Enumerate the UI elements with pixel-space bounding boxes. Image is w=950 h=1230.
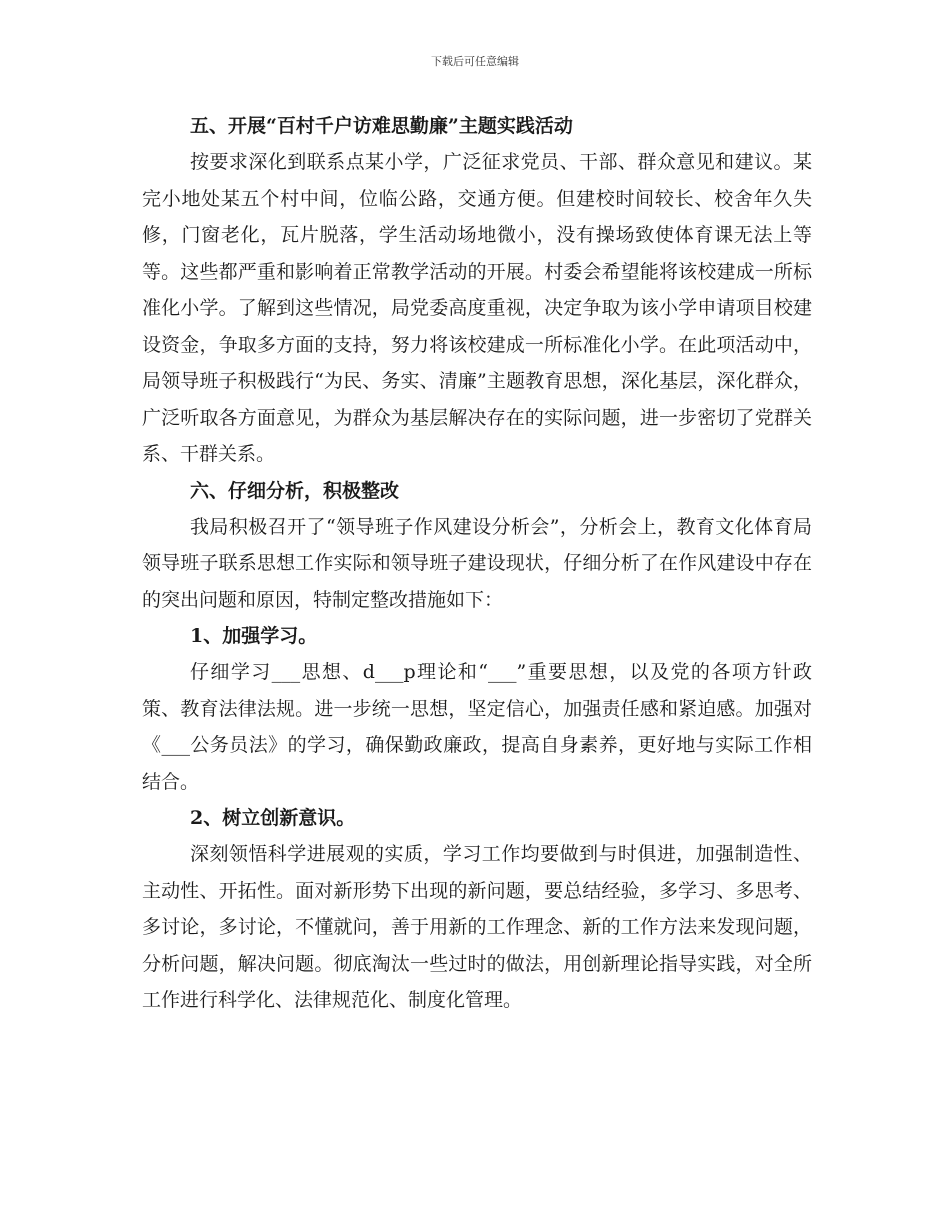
paragraph-innovation: 深刻领悟科学进展观的实质，学习工作均要做到与时俱进，加强制造性、主动性、开拓性。面对新形势下出现的新问题，要总结经验，多学习、多思考、多讨论，多讨论，不懂就问，善于用新的工作理念、新的工作方法来发现问题，分析问题，解决问题。彻底淘汰一些过时的做法，用创新理论指导实践，对全所工作进行科学化、法律规范化、制度化管理。 bbox=[142, 843, 812, 1011]
section-heading-5: 五、开展“百村千户访难思勤廉”主题实践活动 bbox=[190, 115, 573, 137]
document-body bbox=[142, 108, 812, 1019]
subheading-1-study: 1、加强学习。 bbox=[190, 625, 318, 647]
paragraph-analysis-meeting: 我局积极召开了“领导班子作风建设分析会”，分析会上，教育文化体育局领导班子联系思想工作实际和领导班子建设现状，仔细分析了在作风建设中存在的突出问题和原因，特制定整改措施如下： bbox=[142, 515, 812, 611]
subheading-2-innovation: 2、树立创新意识。 bbox=[190, 807, 356, 829]
paragraph-village-visit: 按要求深化到联系点某小学，广泛征求党员、干部、群众意见和建议。某完小地处某五个村中间，位临公路，交通方便。但建校时间较长、校舍年久失修，门窗老化，瓦片脱落，学生活动场地微小，没有操场致使体育课无法上等等。这些都严重和影响着正常教学活动的开展。村委会希望能将该校建成一所标准化小学。了解到这些情况，局党委高度重视，决定争取为该小学申请项目校建设资金，争取多方面的支持，努力将该校建成一所标准化小学。在此项活动中，局领导班子积极践行“为民、务实、清廉”主题教育思想，深化基层，深化群众，广泛听取各方面意见，为群众为基层解决存在的实际问题，进一步密切了党群关系、干群关系。 bbox=[142, 151, 812, 465]
page-header-note: 下载后可任意编辑 bbox=[431, 55, 519, 68]
section-heading-6: 六、仔细分析，积极整改 bbox=[190, 479, 400, 502]
paragraph-study: 仔细学习___思想、d___p理论和“___”重要思想，以及党的各项方针政策、教育法律法规。进一步统一思想，坚定信心，加强责任感和紧迫感。加强对《___公务员法》的学习，确保勤政廉政，提高自身素养，更好地与实际工作相结合。 bbox=[142, 661, 812, 793]
